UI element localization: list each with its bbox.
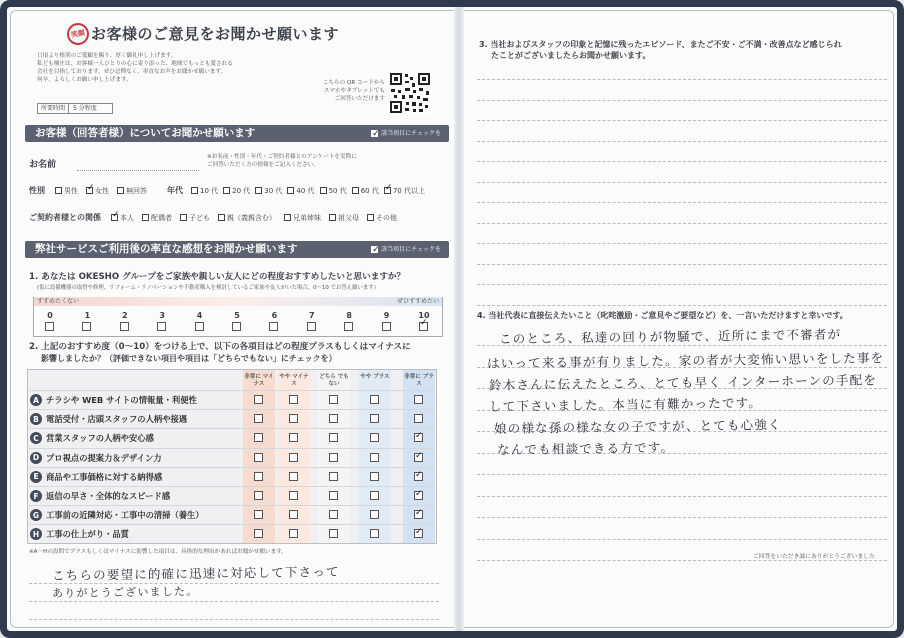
rating-row-label: D プロ視点の提案力＆デザイン力 xyxy=(30,450,162,466)
relation-parent[interactable]: 親（義親含む） xyxy=(218,213,276,223)
scale-label: 9 xyxy=(383,311,390,320)
answer-line[interactable] xyxy=(477,223,887,224)
check-sample-icon xyxy=(371,130,378,137)
scale-label: 7 xyxy=(309,311,315,320)
rating-checkbox[interactable] xyxy=(289,433,298,442)
rating-checkbox[interactable] xyxy=(414,414,423,423)
scale-checkbox-9[interactable] xyxy=(382,322,391,331)
rating-row-label: H 工事の仕上がり・品質 xyxy=(30,526,129,542)
scale-bar: すすめたくない ぜひすすめたい xyxy=(33,297,443,337)
qr-instructions: こちらの QR コードから スマホやタブレットでも ご回答いただけます xyxy=(322,80,385,102)
age-40s[interactable]: 40 代 xyxy=(287,186,314,196)
question-2: 2. 上記のおすすめ度（0〜10）をつける上で、以下の各項目はどの程度プラスもしくはマイナスに 影響しましたか？（評価できない項目や項目は「どちらでもない」にチェックを） xyxy=(29,342,411,363)
rating-row-divider xyxy=(29,428,435,429)
rating-checkbox[interactable] xyxy=(370,433,379,442)
rating-checkbox[interactable] xyxy=(289,414,298,423)
question-1: 1. あなたは OKESHO グループをご家族や親しい友人にどの程度おすすめしたいと思いますか？ xyxy=(29,272,406,282)
answer-line[interactable] xyxy=(477,264,887,265)
age-30s[interactable]: 30 代 xyxy=(255,186,282,196)
rating-column-header: やや プラス xyxy=(360,374,390,380)
question-4: 4. 当社代表に直接伝えたいこと（叱咤激励・ご意見やご要望など）を、一言いただけますと幸いです。 xyxy=(477,311,848,320)
rating-row-divider xyxy=(29,409,435,410)
scale-label: 8 xyxy=(346,311,352,320)
answer-line[interactable] xyxy=(477,284,887,285)
thanks-note: ご回答をいただき誠にありがとうございました xyxy=(753,554,875,560)
row-badge: B xyxy=(30,413,42,425)
rating-checkbox[interactable] xyxy=(254,453,263,462)
check-mark-icon: ✓ xyxy=(415,431,423,442)
age-row: 年代 10 代 20 代 30 代 40 代 50 代 60 代 ✓ 70 代以上 xyxy=(167,185,425,196)
answer-line[interactable] xyxy=(477,79,887,80)
relation-other[interactable]: その他 xyxy=(367,213,397,223)
check-mark-icon: ✓ xyxy=(415,469,423,480)
relation-child[interactable]: 子ども xyxy=(180,213,210,223)
rating-checkbox[interactable] xyxy=(414,395,423,404)
rating-column-header: どちら でもない xyxy=(319,374,349,387)
rating-footnote: ※A〜Hの設問でプラスもしくはマイナスに影響した項目は、具体的な理由があればお聞かせ願います。 xyxy=(29,549,287,555)
rating-checkbox[interactable] xyxy=(289,491,298,500)
scale-label: 4 xyxy=(196,311,203,320)
rating-row-divider xyxy=(29,467,435,468)
page-spine xyxy=(454,7,464,631)
rating-checkbox[interactable] xyxy=(370,414,379,423)
rating-checkbox[interactable] xyxy=(329,395,338,404)
rating-checkbox[interactable] xyxy=(254,414,263,423)
rating-checkbox[interactable] xyxy=(289,510,298,519)
row-badge: C xyxy=(30,432,42,444)
scale-checkbox-1[interactable] xyxy=(82,322,91,331)
relation-self[interactable]: ✓ 本人 xyxy=(111,213,134,223)
answer-line[interactable] xyxy=(477,141,887,142)
check-mark-icon: ✓ xyxy=(415,508,423,519)
scale-label: 6 xyxy=(271,311,278,320)
rating-checkbox[interactable] xyxy=(289,529,298,538)
answer-line[interactable] xyxy=(477,539,887,540)
rating-row-label: A チラシや WEB サイトの情報量・利便性 xyxy=(30,392,197,408)
rating-checkbox[interactable] xyxy=(370,395,379,404)
name-label: お名前 xyxy=(29,160,57,170)
check-sample-icon xyxy=(371,246,378,253)
question-1-note: (仮に設備機器の取替や修理、リフォーム・リノベーションや不動産購入を検討しているご家族や友人がいた場合、0〜10 でお答え願います） xyxy=(37,285,380,291)
row-badge: A xyxy=(30,394,42,406)
row-badge: F xyxy=(30,490,42,502)
handwriting-q4: このところ、私達の回りが物騒で、近所にまで不審者が xyxy=(498,326,842,347)
time-box: 所要時間 5 分程度 xyxy=(37,103,113,114)
rating-checkbox[interactable] xyxy=(254,510,263,519)
relation-grandparent[interactable]: 祖父母 xyxy=(329,213,359,223)
handwriting-q4: なんでも相談できる方です。 xyxy=(496,439,675,458)
rating-row-divider xyxy=(29,524,435,525)
scale-label: 10 xyxy=(418,311,430,320)
rating-column-header: やや マイナス xyxy=(279,374,309,387)
answer-line[interactable] xyxy=(477,202,887,203)
rating-checkbox[interactable] xyxy=(254,433,263,442)
scale-label: 0 xyxy=(47,311,53,320)
row-badge: E xyxy=(30,471,42,483)
rating-checkbox[interactable] xyxy=(329,472,338,481)
relation-sibling[interactable]: 兄弟姉妹 xyxy=(284,213,321,223)
scale-checkbox-7[interactable] xyxy=(307,322,316,331)
question-3: 3. 当社およびスタッフの印象と記憶に残ったエピソード、またご不安・ご不満・改善点など感じられ たことがございましたらお聞かせ願います。 xyxy=(479,40,842,60)
gender-male[interactable]: 男性 xyxy=(55,186,78,196)
rating-row-divider xyxy=(29,390,435,391)
rating-checkbox[interactable] xyxy=(289,472,298,481)
rating-row-label: G 工事前の近隣対応・工事中の清掃（養生） xyxy=(30,507,204,523)
rating-row-label: E 商品や工事価格に対する納得感 xyxy=(30,469,162,485)
answer-line[interactable] xyxy=(477,161,887,162)
relation-spouse[interactable]: 配偶者 xyxy=(142,213,172,223)
name-note: ※お名前・性別・年代・ご契約者様とのアンケートを実際に ご回答いただく方の情報をご記入ください。 xyxy=(207,154,357,168)
answer-line[interactable] xyxy=(477,120,887,121)
handwriting-q4: 鈴木さんに伝えたところ、とても早く インターホーンの手配を xyxy=(488,372,878,393)
scale-checkbox-3[interactable] xyxy=(157,322,166,331)
age-20s[interactable]: 20 代 xyxy=(223,186,250,196)
scale-checkbox-8[interactable] xyxy=(344,322,353,331)
row-badge: D xyxy=(30,452,42,464)
rating-column-header: 非常に プラス xyxy=(404,374,434,387)
answer-line[interactable] xyxy=(477,496,887,497)
check-mark-icon: ✓ xyxy=(415,450,423,461)
rating-checkbox[interactable] xyxy=(254,395,263,404)
rating-checkbox[interactable] xyxy=(254,472,263,481)
handwriting-q4: 娘の様な孫の様な女の子ですが、とても心強く xyxy=(493,416,782,437)
scale-label: 1 xyxy=(84,311,91,320)
name-field[interactable] xyxy=(77,170,199,171)
rating-row-divider xyxy=(29,486,435,487)
answer-line[interactable] xyxy=(477,305,887,306)
rating-row-divider xyxy=(29,448,435,449)
gender-row: 性別 男性 ✓ 女性 無回答 xyxy=(29,185,155,196)
answer-line[interactable] xyxy=(477,517,887,518)
row-badge: G xyxy=(30,509,42,521)
answer-line[interactable] xyxy=(477,474,887,475)
rating-checkbox[interactable] xyxy=(370,453,379,462)
stamp-logo: 笑顔 xyxy=(65,21,91,47)
rating-checkbox[interactable] xyxy=(329,414,338,423)
row-badge: H xyxy=(30,528,42,540)
rating-checkbox[interactable] xyxy=(289,453,298,462)
scale-checkbox-2[interactable] xyxy=(120,322,129,331)
age-50s[interactable]: 50 代 xyxy=(320,186,347,196)
rating-checkbox[interactable] xyxy=(370,510,379,519)
scale-checkbox-4[interactable] xyxy=(195,322,204,331)
age-10s[interactable]: 10 代 xyxy=(191,186,218,196)
answer-line[interactable] xyxy=(477,182,887,183)
rating-checkbox[interactable] xyxy=(370,529,379,538)
handwriting-a-h: ありがとうございました。 xyxy=(51,584,199,601)
rating-checkbox[interactable] xyxy=(254,491,263,500)
scale-checkbox-0[interactable] xyxy=(45,322,54,331)
age-60s[interactable]: 60 代 xyxy=(352,186,379,196)
rating-row-divider xyxy=(29,505,435,506)
page-title: お客様のご意見をお聞かせ願います xyxy=(91,25,340,43)
answer-line[interactable] xyxy=(477,100,887,101)
scale-label: 5 xyxy=(234,311,240,320)
scale-label: 3 xyxy=(159,311,165,320)
service-section-bar: 弊社サービスご利用後の率直な感想をお聞かせ願います ✓ 該当項目にチェックを xyxy=(25,241,449,258)
qr-code-icon[interactable] xyxy=(388,71,432,115)
scale-checkbox-5[interactable] xyxy=(232,322,241,331)
rating-row-label: F 返信の早さ・全体的なスピード感 xyxy=(30,488,170,504)
rating-checkbox[interactable] xyxy=(289,395,298,404)
check-mark-icon: ✓ xyxy=(420,318,428,328)
customer-section-bar: お客様（回答者様）についてお聞かせ願います ✓ 該当項目にチェックを xyxy=(25,125,449,142)
check-mark-icon: ✓ xyxy=(415,527,423,538)
handwriting-a-h: こちらの要望に的確に迅速に対応して下さって xyxy=(51,563,340,584)
gender-none[interactable]: 無回答 xyxy=(117,186,147,196)
rating-checkbox[interactable] xyxy=(370,472,379,481)
gender-female[interactable]: ✓ 女性 xyxy=(86,186,109,196)
rating-checkbox[interactable] xyxy=(329,433,338,442)
rating-checkbox[interactable] xyxy=(329,491,338,500)
rating-checkbox[interactable] xyxy=(329,529,338,538)
rating-checkbox[interactable] xyxy=(370,491,379,500)
age-70s-plus[interactable]: ✓ 70 代以上 xyxy=(384,186,425,196)
handwriting-q4: して下さいました。本当に有難かったです。 xyxy=(488,395,763,414)
rating-checkbox[interactable] xyxy=(329,453,338,462)
relation-row: ご契約者様との関係 ✓ 本人 配偶者 子ども 親（義親含む） 兄弟姉妹 祖父母 その他 xyxy=(29,212,405,223)
rating-row-label: C 営業スタッフの人柄や安心感 xyxy=(30,430,154,446)
handwriting-q4: はいって来る事が有りました。家の者が大変怖い思いをした事を xyxy=(486,350,885,371)
rating-row-label: B 電話受付・店頭スタッフの人柄や接遇 xyxy=(30,411,187,427)
rating-column-header: 非常に マイナス xyxy=(244,374,274,387)
rating-checkbox[interactable] xyxy=(329,510,338,519)
scale-label: 2 xyxy=(122,311,128,320)
answer-line[interactable] xyxy=(477,243,887,244)
rating-checkbox[interactable] xyxy=(254,529,263,538)
scale-checkbox-6[interactable] xyxy=(269,322,278,331)
check-mark-icon: ✓ xyxy=(415,489,423,499)
intro-text: 日頃より格別のご愛顧を賜り、厚く御礼申し上げます。 私ども桶庄は、お客様一人ひとりの心に寄り添った、地域でもっとも愛される 会社を目指しております。ぜひ忌憚なく、率直なお声をお聞かせ願います。 何卒、よろしくお願い申し上げます。 xyxy=(37,53,233,83)
